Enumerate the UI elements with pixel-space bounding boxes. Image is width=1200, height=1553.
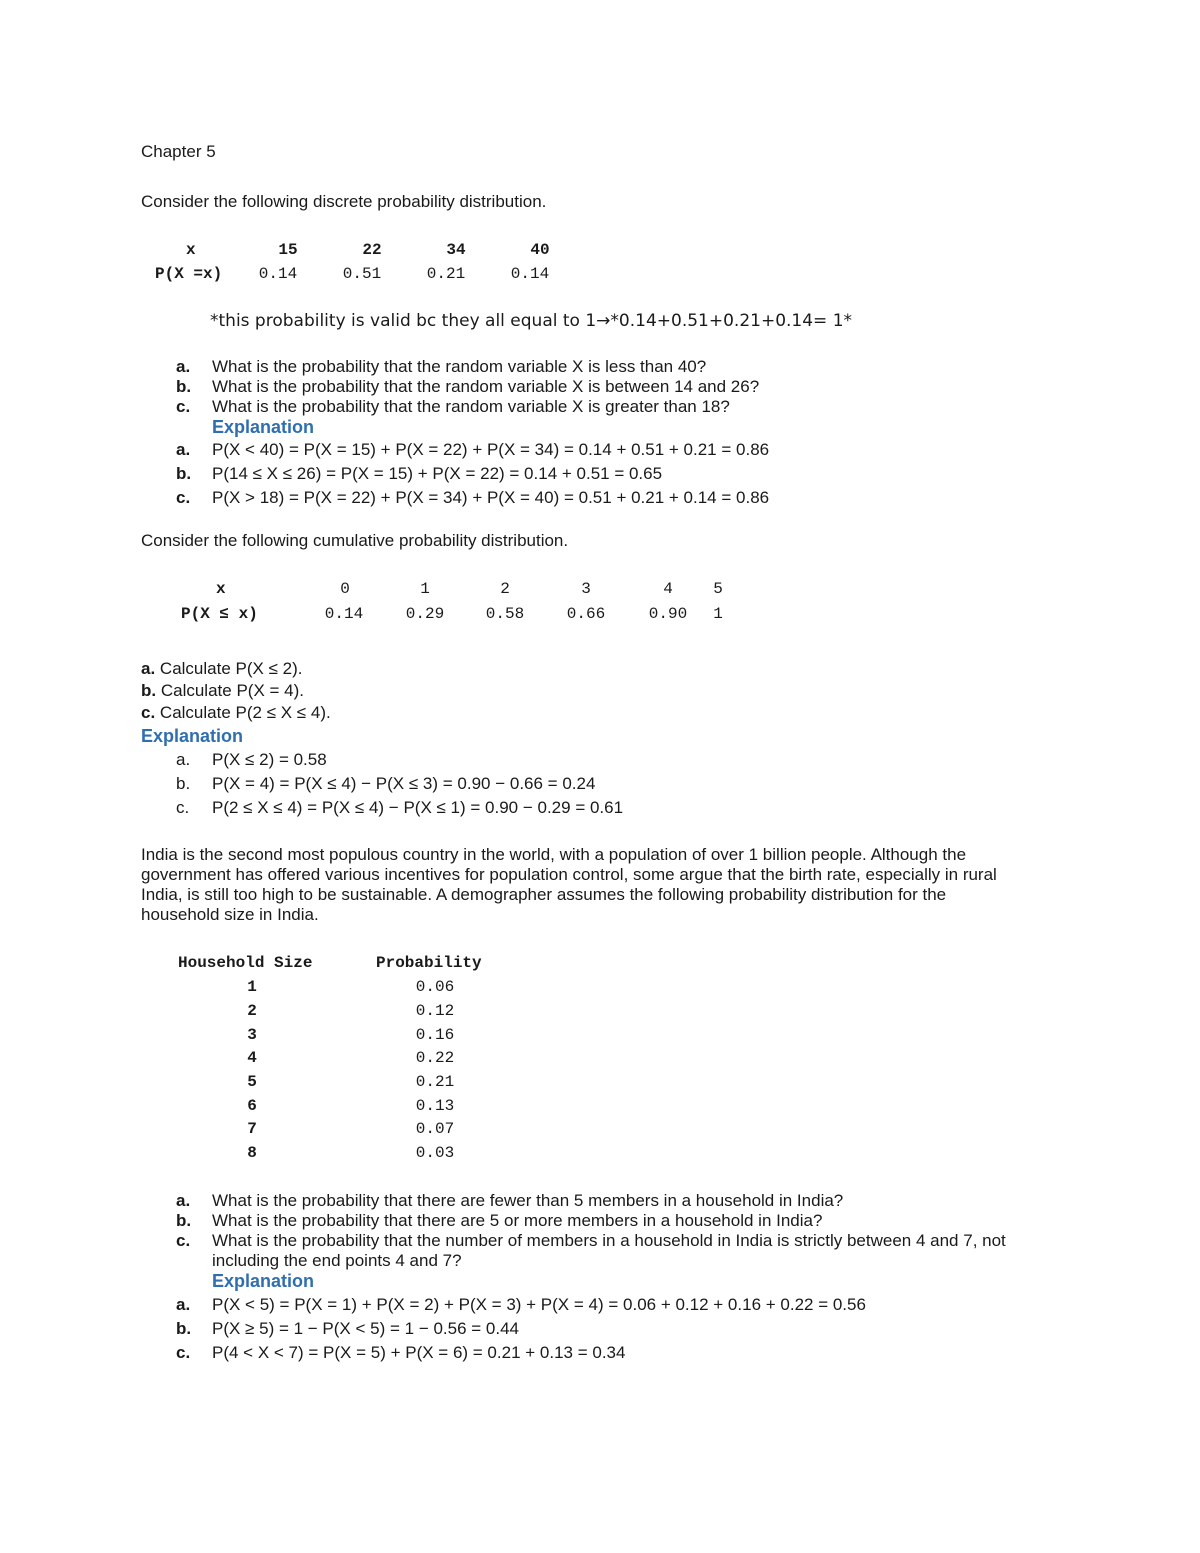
table-x-value: 3 [581,580,591,598]
section1-intro: Consider the following discrete probability distribution. [141,192,547,211]
question-label: b. [141,681,157,700]
household-size-value: 3 [247,1026,257,1044]
question-text: What is the probability that there are 5 or more members in a household in India? [212,1211,823,1230]
table-p-value: 0.90 [648,605,688,623]
question-label [176,1251,212,1271]
question-label: b. [176,377,192,396]
answer-item [176,798,1076,822]
table-p-value: 0.14 [324,605,364,623]
intro-line: household size in India. [141,905,319,924]
answer-label: a. [176,750,191,769]
explanation-heading: Explanation [212,417,315,437]
question-item [141,703,1041,725]
answer-item [176,1343,1076,1367]
section2-intro: Consider the following cumulative probability distribution. [141,531,569,550]
household-size-value: 4 [247,1049,257,1067]
question-text: Calculate P(X ≤ 2). [159,659,303,678]
chapter-title: Chapter 5 [141,142,216,161]
question-label: a. [176,1191,191,1210]
question-text: Calculate P(2 ≤ X ≤ 4). [159,703,331,722]
answer-item [176,464,1076,488]
answer-label: b. [176,464,192,483]
answer-text: P(X < 5) = P(X = 1) + P(X = 2) + P(X = 3) + P(X = 4) = 0.06 + 0.12 + 0.16 + 0.22 = 0.56 [212,1295,866,1314]
table-x-value: 34 [446,241,466,259]
table-p-value: 0.14 [258,265,298,283]
household-size-value: 7 [247,1120,257,1138]
table-header-px: P(X ≤ x) [181,605,258,623]
probability-value: 0.16 [415,1026,455,1044]
answer-label: b. [176,1319,192,1338]
table-p-value: 0.14 [510,265,550,283]
answer-item [176,774,1076,798]
section2-answers [176,750,1076,822]
table-x-value: 2 [500,580,510,598]
question-label: a. [141,659,156,678]
answer-item [176,1319,1076,1343]
answer-item [176,488,1076,512]
question-item [141,659,1041,681]
question-text: Calculate P(X = 4). [160,681,304,700]
question-label: a. [176,357,191,376]
answer-item [176,440,1076,464]
question-text: What is the probability that there are fewer than 5 members in a household in India? [212,1191,844,1210]
answer-text: P(X > 18) = P(X = 22) + P(X = 34) + P(X = 40) = 0.51 + 0.21 + 0.14 = 0.86 [212,488,770,507]
answer-label: b. [176,774,191,793]
probability-value: 0.06 [415,978,455,996]
table-x-value: 40 [530,241,550,259]
section3-questions [176,1191,1076,1271]
answer-text: P(X = 4) = P(X ≤ 4) − P(X ≤ 3) = 0.90 − 0.66 = 0.24 [212,774,596,793]
answer-label: a. [176,440,191,459]
answer-item [176,750,1076,774]
household-size-value: 1 [247,978,257,996]
section1-questions [176,357,1076,417]
table-p-value: 0.58 [485,605,525,623]
table-header-x: x [216,580,226,598]
household-size-value: 8 [247,1144,257,1162]
table-x-value: 22 [362,241,382,259]
question-item [141,681,1041,703]
question-item [176,377,1076,397]
probability-value: 0.13 [415,1097,455,1115]
answer-text: P(4 < X < 7) = P(X = 5) + P(X = 6) = 0.21 + 0.13 = 0.34 [212,1343,626,1362]
question-label: b. [176,1211,192,1230]
table-p-value: 0.51 [342,265,382,283]
table-header-px: P(X =x) [155,265,223,283]
question-text: including the end points 4 and 7? [212,1251,462,1270]
table-header-x: x [186,241,196,259]
question-item [176,1191,1076,1211]
answer-item [176,1295,1076,1319]
section2-questions [141,659,1041,725]
question-item [176,357,1076,377]
probability-value: 0.22 [415,1049,455,1067]
table-p-value: 1 [713,605,723,623]
question-item [176,1211,1076,1231]
intro-line: India is the second most populous country in the world, with a population of over 1 billion people. Although the [141,845,967,864]
question-text: What is the probability that the random variable X is less than 40? [212,357,707,376]
explanation-heading: Explanation [212,1271,315,1291]
validity-note: *this probability is valid bc they all equal to 1→*0.14+0.51+0.21+0.14= 1* [210,311,853,331]
table-x-value: 5 [713,580,723,598]
question-label: c. [176,1231,191,1250]
table-x-value: 4 [663,580,673,598]
question-text: What is the probability that the random variable X is between 14 and 26? [212,377,760,396]
household-size-value: 5 [247,1073,257,1091]
question-text: What is the probability that the number of members in a household in India is strictly between 4 and 7, not [212,1231,1006,1250]
answer-label: c. [176,1343,191,1362]
household-size-value: 6 [247,1097,257,1115]
table-p-value: 0.66 [566,605,606,623]
probability-value: 0.03 [415,1144,455,1162]
table-header-household-size: Household Size [178,954,313,972]
explanation-heading: Explanation [141,726,244,746]
answer-text: P(2 ≤ X ≤ 4) = P(X ≤ 4) − P(X ≤ 1) = 0.90 − 0.29 = 0.61 [212,798,624,817]
question-item [176,1251,1076,1271]
table-p-value: 0.29 [405,605,445,623]
answer-text: P(14 ≤ X ≤ 26) = P(X = 15) + P(X = 22) = 0.14 + 0.51 = 0.65 [212,464,663,483]
probability-value: 0.21 [415,1073,455,1091]
answer-label: a. [176,1295,191,1314]
intro-line: government has offered various incentives for population control, some argue that the birth rate, especially in rural [141,865,997,884]
section1-answers [176,440,1076,512]
answer-label: c. [176,798,190,817]
table-x-value: 1 [420,580,430,598]
answer-text: P(X < 40) = P(X = 15) + P(X = 22) + P(X = 34) = 0.14 + 0.51 + 0.21 = 0.86 [212,440,770,459]
question-text: What is the probability that the random variable X is greater than 18? [212,397,730,416]
answer-text: P(X ≥ 5) = 1 − P(X < 5) = 1 − 0.56 = 0.44 [212,1319,520,1338]
question-label: c. [176,397,191,416]
probability-value: 0.12 [415,1002,455,1020]
table-p-value: 0.21 [426,265,466,283]
question-label: c. [141,703,156,722]
probability-value: 0.07 [415,1120,455,1138]
table-header-probability: Probability [376,954,482,972]
answer-text: P(X ≤ 2) = 0.58 [212,750,327,769]
question-item [176,1231,1076,1251]
intro-line: India, is still too high to be sustainable. A demographer assumes the following probability distribution for the [141,885,947,904]
section3-answers [176,1295,1076,1367]
table-x-value: 15 [278,241,298,259]
section3-intro [141,845,1061,925]
household-size-value: 2 [247,1002,257,1020]
table-x-value: 0 [340,580,350,598]
question-item [176,397,1076,417]
answer-label: c. [176,488,191,507]
